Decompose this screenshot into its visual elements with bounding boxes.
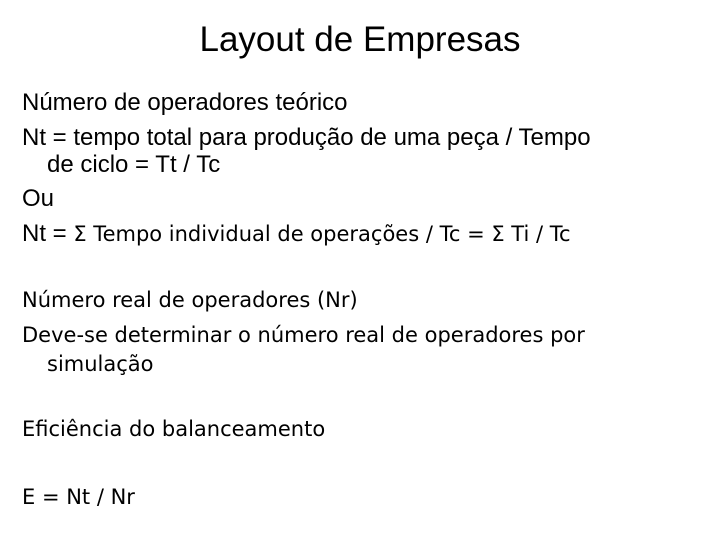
text-line-eficiencia: Eficiência do balanceamento [22, 417, 326, 441]
text-line-simulacao: simulação [47, 352, 154, 376]
nt-prefix: Nt = [22, 220, 74, 247]
text-line-e-formula: E = Nt / Nr [22, 485, 135, 509]
text-line-ou: Ou [22, 185, 55, 212]
sum-formula: Σ Tempo individual de operações / Tc = Σ Ti / Tc [73, 222, 571, 246]
text-line-numero-teorico: Número de operadores teórico [22, 89, 348, 116]
text-line-nt-formula-cont: de ciclo = Tt / Tc [47, 151, 221, 178]
text-line-deve-se: Deve-se determinar o número real de operadores por [22, 323, 585, 347]
text-line-numero-real: Número real de operadores (Nr) [22, 288, 358, 312]
text-line-nt-formula: Nt = tempo total para produção de uma peça / Tempo [22, 124, 591, 151]
slide-title: Layout de Empresas [199, 20, 521, 59]
text-line-nt-sum-formula [22, 219, 571, 249]
